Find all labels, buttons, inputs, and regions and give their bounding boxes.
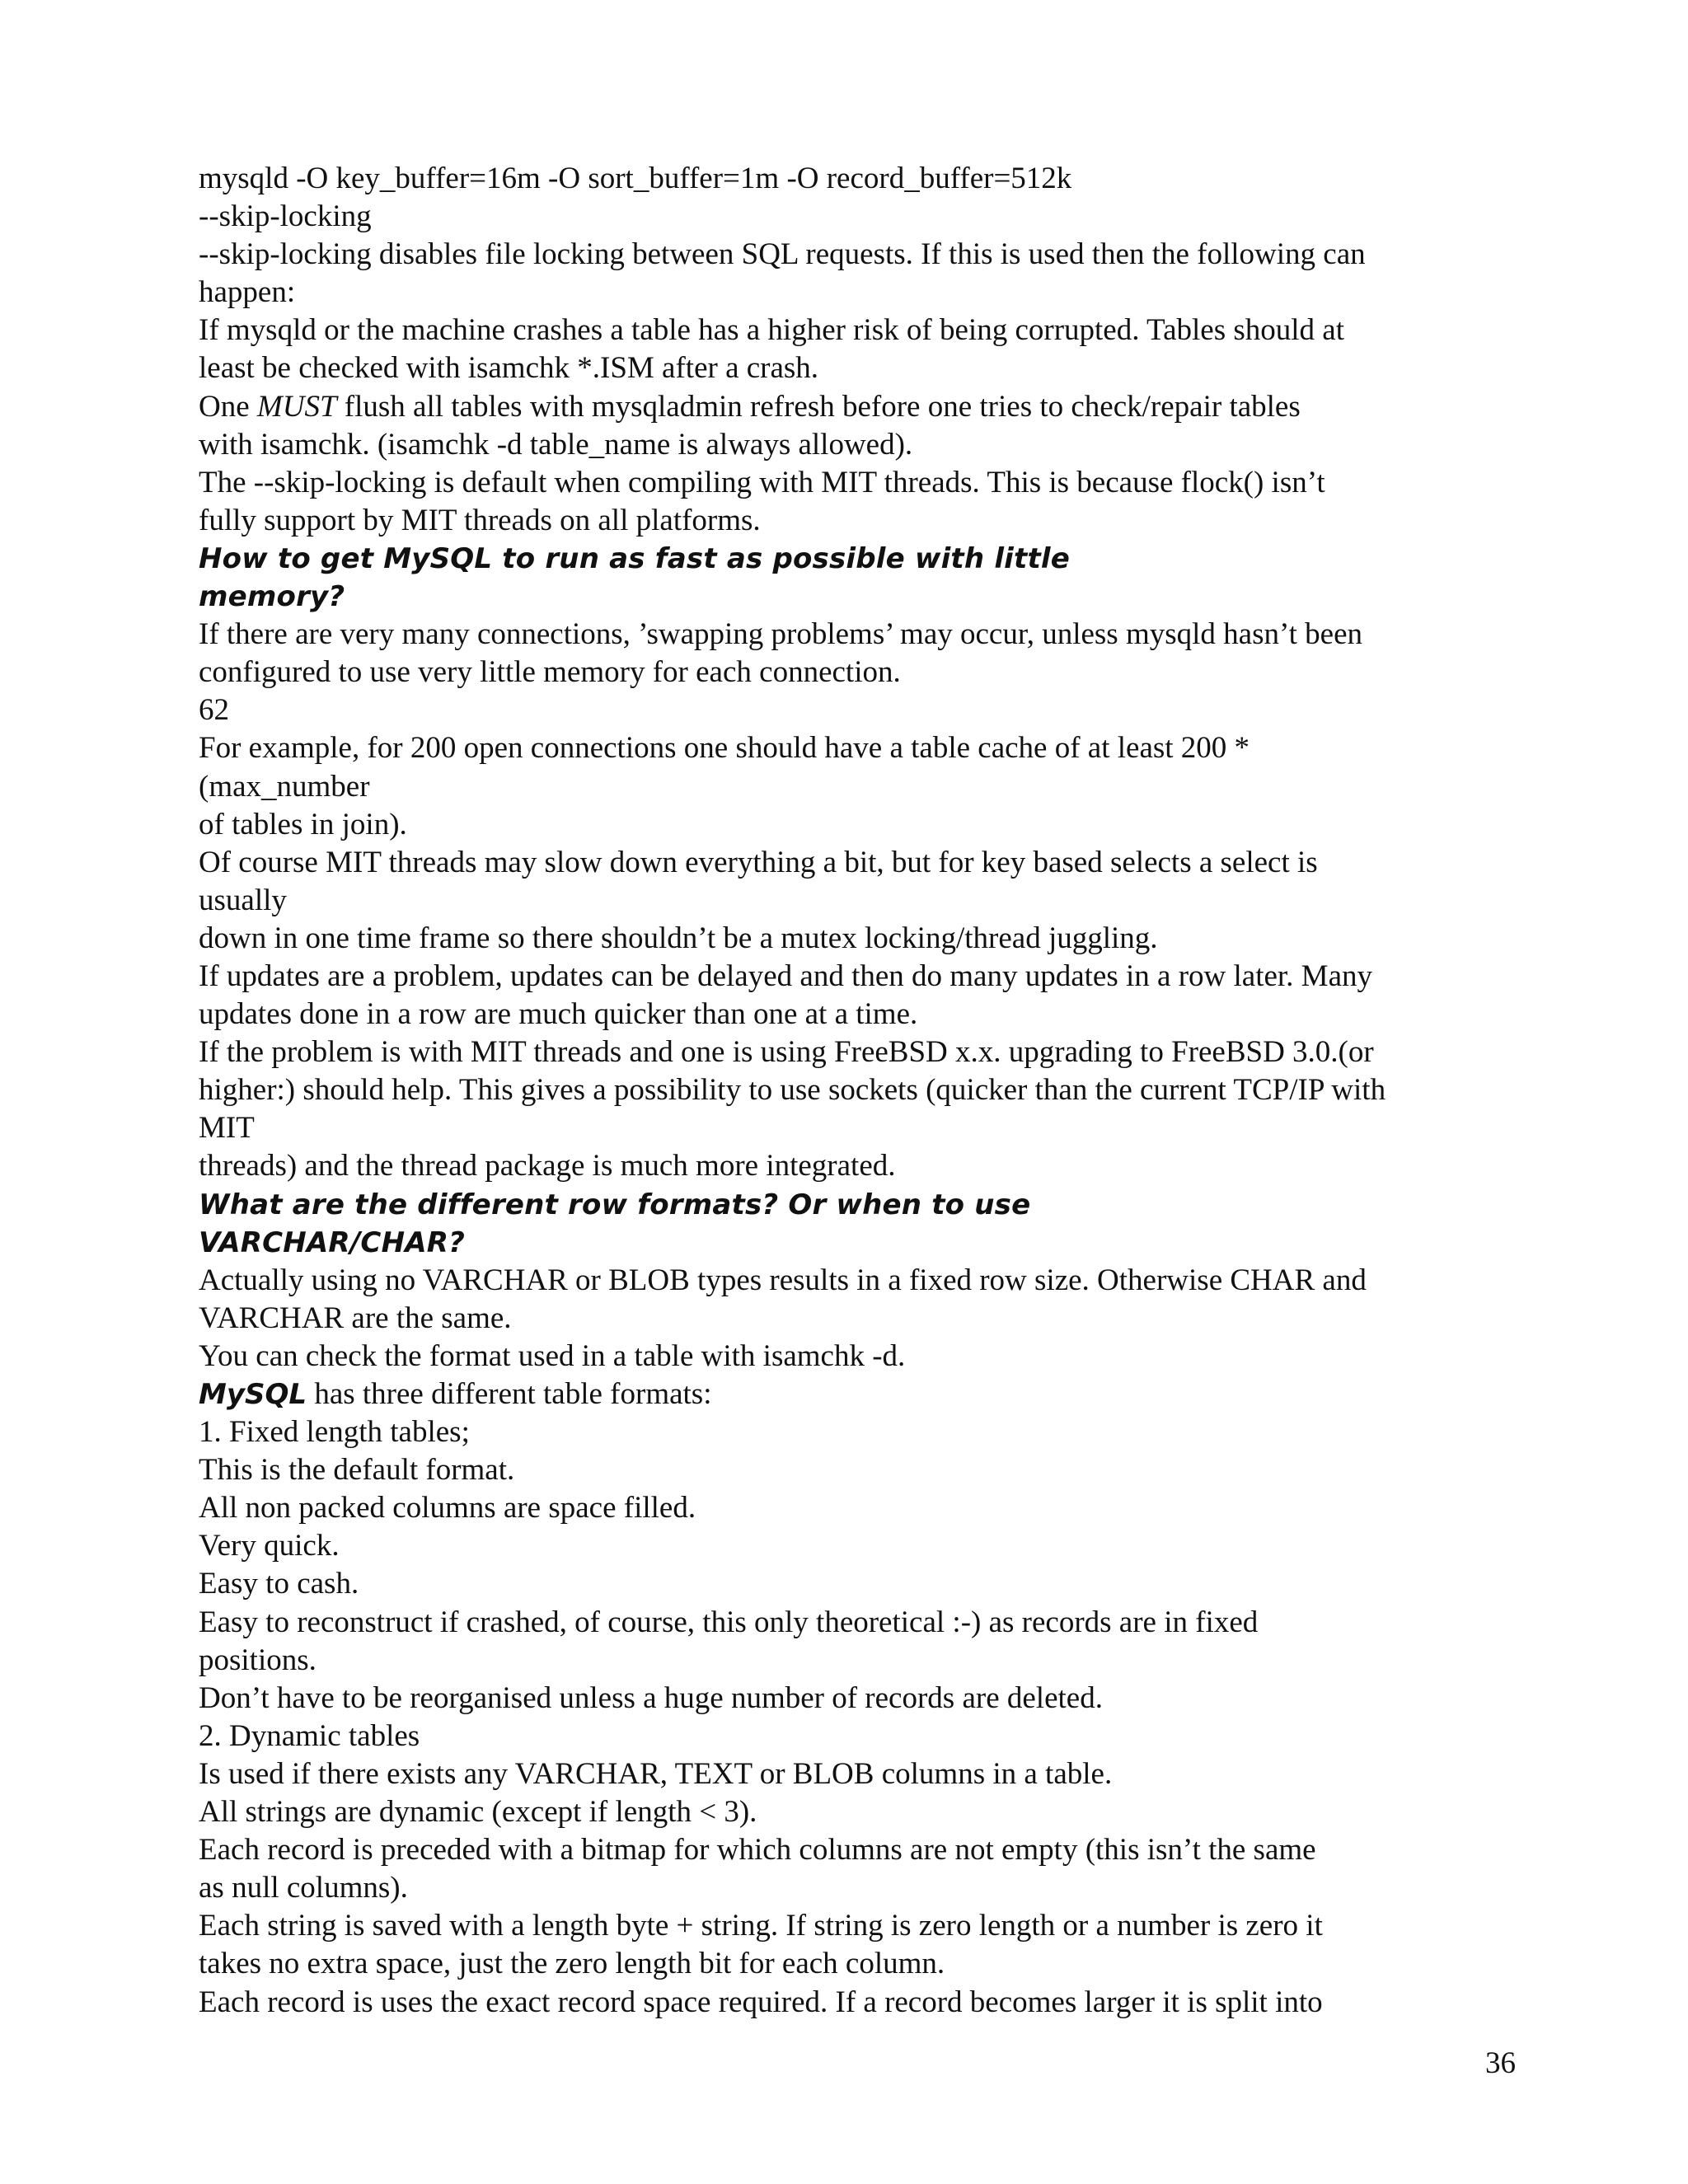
section-heading: VARCHAR/CHAR? (199, 1226, 466, 1259)
emphasis-text: MUST (256, 389, 337, 424)
text-line: If the problem is with MIT threads and one is using FreeBSD x.x. upgrading to FreeBSD 3.0.(or (199, 1035, 1374, 1070)
text-line: 62 (199, 693, 229, 728)
text-line: MIT (199, 1111, 255, 1146)
text-line: --skip-locking (199, 199, 372, 234)
section-heading: How to get MySQL to run as fast as possible with little (199, 541, 1071, 575)
section-heading: memory? (199, 580, 345, 614)
text-line: Each string is saved with a length byte + string. If string is zero length or a number is zero it (199, 1909, 1323, 1943)
text-line: takes no extra space, just the zero length bit for each column. (199, 1947, 945, 1981)
text-line: Is used if there exists any VARCHAR, TEXT or BLOB columns in a table. (199, 1756, 1113, 1791)
text-line: If there are very many connections, ’swapping problems’ may occur, unless mysqld hasn’t been (199, 617, 1362, 652)
text-line: One MUST flush all tables with mysqladmin refresh before one tries to check/repair tables (199, 389, 1301, 424)
text-line: All strings are dynamic (except if length < 3). (199, 1795, 757, 1830)
text-line: All non packed columns are space filled. (199, 1491, 696, 1526)
text-line: Easy to cash. (199, 1567, 359, 1601)
text-line: For example, for 200 open connections one should have a table cache of at least 200 * (199, 731, 1250, 766)
text-line: This is the default format. (199, 1453, 515, 1488)
text-line: If updates are a problem, updates can be delayed and then do many updates in a row later. Many (199, 958, 1372, 993)
text-line: happen: (199, 275, 296, 310)
text-line: --skip-locking disables file locking between SQL requests. If this is used then the following can (199, 237, 1366, 272)
text-line: updates done in a row are much quicker than one at a time. (199, 997, 918, 1032)
text-line: 1. Fixed length tables; (199, 1415, 470, 1450)
text-line: mysqld -O key_buffer=16m -O sort_buffer=1m -O record_buffer=512k (199, 162, 1072, 195)
text-line: If mysqld or the machine crashes a table has a higher risk of being corrupted. Tables should at (199, 313, 1344, 348)
text-line: configured to use very little memory for each connection. (199, 655, 901, 690)
text-line: Each record is uses the exact record space required. If a record becomes larger it is split into (199, 1985, 1323, 2019)
text-line: usually (199, 883, 287, 917)
text-line: You can check the format used in a table with isamchk -d. (199, 1338, 906, 1373)
text-line: down in one time frame so there shouldn’t be a mutex locking/thread juggling. (199, 921, 1158, 955)
text-line: threads) and the thread package is much more integrated. (199, 1149, 896, 1183)
text-line: Actually using no VARCHAR or BLOB types results in a fixed row size. Otherwise CHAR and (199, 1263, 1367, 1297)
text-line: fully support by MIT threads on all platforms. (199, 503, 761, 537)
inline-product-name: MySQL (199, 1378, 307, 1411)
text-line: of tables in join). (199, 807, 407, 841)
page-body (199, 160, 1501, 2022)
section-heading: What are the different row formats? Or when to use (199, 1188, 1031, 1221)
text-line: Of course MIT threads may slow down everything a bit, but for key based selects a select is (199, 845, 1318, 879)
text-line: Don’t have to be reorganised unless a huge number of records are deleted. (199, 1680, 1103, 1715)
text-line: (max_number (199, 769, 370, 804)
text-line: MySQL has three different table formats: (199, 1377, 712, 1411)
text-line: higher:) should help. This gives a possibility to use sockets (quicker than the current TCP/IP with (199, 1073, 1386, 1108)
text-line: with isamchk. (isamchk -d table_name is always allowed). (199, 427, 913, 462)
text-line: least be checked with isamchk *.ISM after a crash. (199, 351, 819, 386)
page-number: 36 (1485, 2046, 1516, 2080)
text-line: 2. Dynamic tables (199, 1718, 420, 1753)
text-line: The --skip-locking is default when compiling with MIT threads. This is because flock() isn’t (199, 465, 1325, 499)
text-line: positions. (199, 1643, 316, 1677)
text-line: Easy to reconstruct if crashed, of course, this only theoretical :-) as records are in fixed (199, 1605, 1259, 1639)
text-line: as null columns). (199, 1871, 408, 1905)
text-line: Each record is preceded with a bitmap for which columns are not empty (this isn’t the same (199, 1833, 1316, 1868)
text-line: Very quick. (199, 1529, 340, 1563)
text-line: VARCHAR are the same. (199, 1301, 512, 1335)
